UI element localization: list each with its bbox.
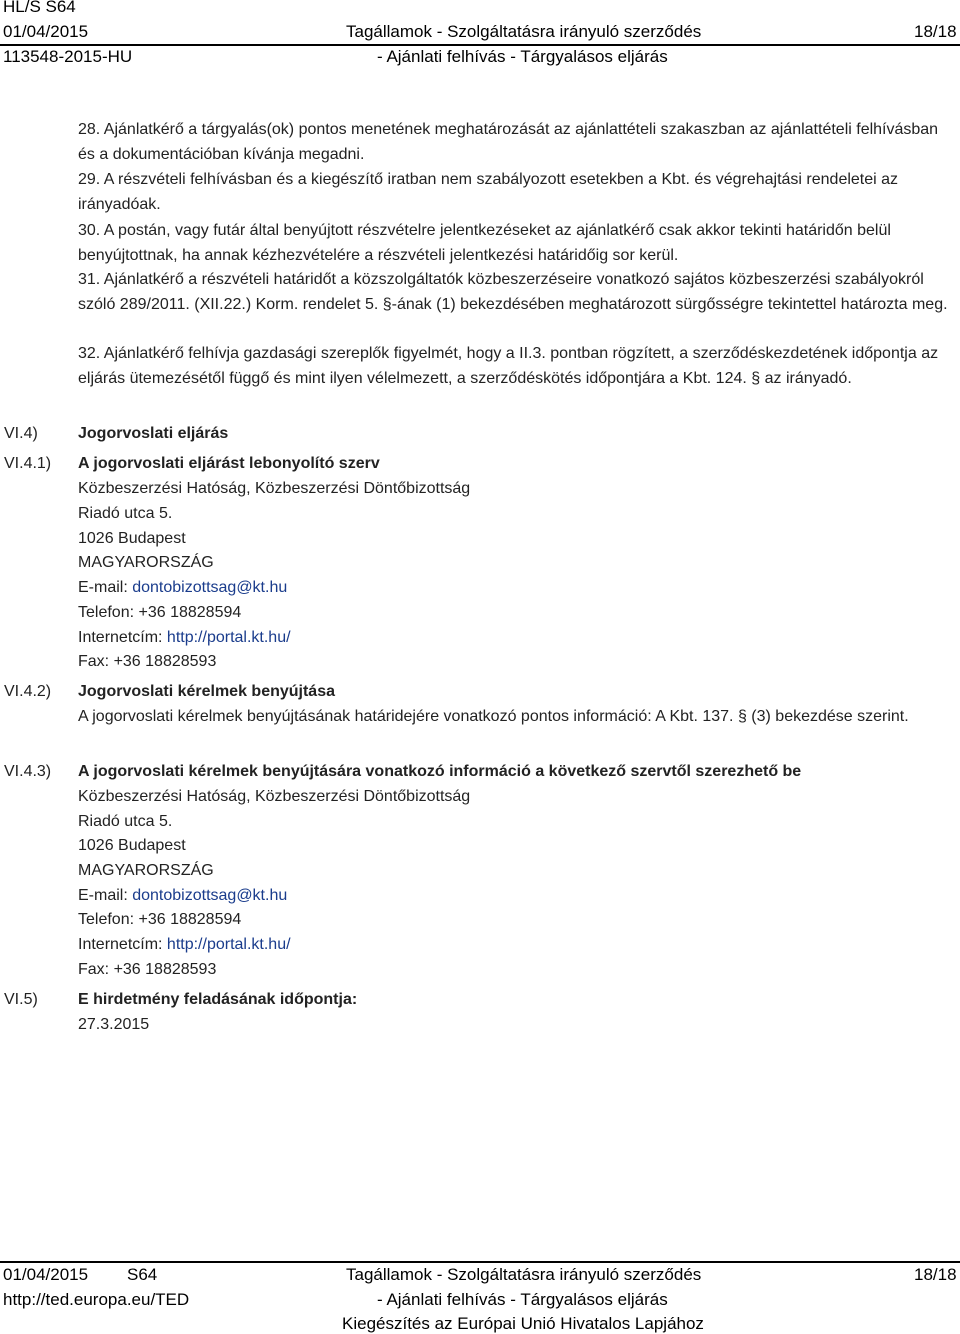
item-30: 30. A postán, vagy futár által benyújtott részvételre jelentkezéseket az ajánlatkérő csak akkor tekinti határidőn belül benyújtottnak, ha annak kézhezvételére a részvételi jelentkezési határidőig sor kerül. bbox=[78, 222, 891, 264]
section-number-vi4: VI.4) bbox=[4, 425, 38, 442]
info-body-fax: Fax: +36 18828593 bbox=[78, 961, 217, 978]
item-31: 31. Ajánlatkérő a részvételi határidőt a közszolgáltatók közbeszerzéseire vonatkozó sajátos közbeszerzési szabályokról szóló 289/2011. (XII.22.) Korm. rendelet 5. §-ának (1) bekezdésében meghatározott sürgősségre tekintettel határozta meg. bbox=[78, 271, 948, 313]
web-label: Internetcím: bbox=[78, 936, 167, 953]
web-link[interactable]: http://portal.kt.hu/ bbox=[166, 936, 291, 953]
section-number-vi43: VI.4.3) bbox=[4, 763, 52, 780]
info-body-street: Riadó utca 5. bbox=[78, 813, 173, 830]
footer-rule bbox=[0, 1261, 960, 1263]
review-body-country: MAGYARORSZÁG bbox=[78, 554, 214, 571]
section-number-vi5: VI.5) bbox=[4, 991, 38, 1008]
email-label: E-mail: bbox=[78, 579, 133, 596]
email-link[interactable]: dontobizottsag@kt.hu bbox=[132, 887, 288, 904]
header-page-number: 18/18 bbox=[914, 22, 957, 41]
footer-supplement: Kiegészítés az Európai Unió Hivatalos Lapjához bbox=[342, 1314, 704, 1333]
section-heading-vi5: E hirdetmény feladásának időpontja: bbox=[78, 991, 358, 1008]
header-date: 01/04/2015 bbox=[3, 22, 89, 41]
web-label: Internetcím: bbox=[78, 629, 167, 646]
footer-title-line1: Tagállamok - Szolgáltatásra irányuló szerződés bbox=[346, 1265, 702, 1284]
info-body-country: MAGYARORSZÁG bbox=[78, 862, 214, 879]
footer-series: S64 bbox=[127, 1265, 158, 1284]
footer-url[interactable]: http://ted.europa.eu/TED bbox=[3, 1290, 190, 1309]
review-body-phone: Telefon: +36 18828594 bbox=[78, 604, 242, 621]
review-body-name: Közbeszerzési Hatóság, Közbeszerzési Döntőbizottság bbox=[78, 480, 471, 497]
notice-number: 113548-2015-HU bbox=[3, 47, 133, 66]
dispatch-date: 27.3.2015 bbox=[78, 1016, 150, 1033]
doc-id: HL/S S64 bbox=[3, 0, 76, 16]
email-label: E-mail: bbox=[78, 887, 133, 904]
review-body-email-row bbox=[78, 576, 287, 601]
section-heading-vi43: A jogorvoslati kérelmek benyújtására vonatkozó információ a következő szervtől szerezhető be bbox=[78, 763, 802, 780]
item-28: 28. Ajánlatkérő a tárgyalás(ok) pontos menetének meghatározását az ajánlattételi szakaszban az ajánlattételi felhívásban és a dokumentációban kívánja megadni. bbox=[78, 121, 939, 163]
section-heading-vi41: A jogorvoslati eljárást lebonyolító szerv bbox=[78, 455, 380, 472]
info-body-web-row bbox=[78, 933, 291, 958]
section-heading-vi4: Jogorvoslati eljárás bbox=[78, 425, 229, 442]
review-body-fax: Fax: +36 18828593 bbox=[78, 653, 217, 670]
footer-date: 01/04/2015 bbox=[3, 1265, 89, 1284]
review-body-city: 1026 Budapest bbox=[78, 530, 186, 547]
header-title-line1: Tagállamok - Szolgáltatásra irányuló szerződés bbox=[346, 22, 702, 41]
section-number-vi42: VI.4.2) bbox=[4, 683, 52, 700]
header-rule bbox=[0, 44, 960, 46]
info-body-phone: Telefon: +36 18828594 bbox=[78, 911, 242, 928]
review-deadline-text: A jogorvoslati kérelmek benyújtásának határidejére vonatkozó pontos információ: A Kbt. 137. § (3) bekezdése szerint. bbox=[78, 708, 909, 725]
header-title-line2: - Ajánlati felhívás - Tárgyalásos eljárás bbox=[377, 47, 668, 66]
footer-title-line2: - Ajánlati felhívás - Tárgyalásos eljárás bbox=[377, 1290, 668, 1309]
item-29: 29. A részvételi felhívásban és a kiegészítő iratban nem szabályozott esetekben a Kbt. és végrehajtási rendeletei az irányadóak. bbox=[78, 171, 899, 213]
footer-page-number: 18/18 bbox=[914, 1265, 957, 1284]
info-body-city: 1026 Budapest bbox=[78, 837, 186, 854]
section-heading-vi42: Jogorvoslati kérelmek benyújtása bbox=[78, 683, 335, 700]
info-body-name: Közbeszerzési Hatóság, Közbeszerzési Döntőbizottság bbox=[78, 788, 471, 805]
section-number-vi41: VI.4.1) bbox=[4, 455, 52, 472]
review-body-web-row bbox=[78, 626, 291, 651]
item-32: 32. Ajánlatkérő felhívja gazdasági szereplők figyelmét, hogy a II.3. pontban rögzített, a szerződéskezdetének időpontja az eljárás ütemezésétől függő és mint ilyen vélelmezett, a szerződéskötés időpontjára a Kbt. 124. § az irányadó. bbox=[78, 345, 939, 387]
info-body-email-row bbox=[78, 884, 287, 909]
email-link[interactable]: dontobizottsag@kt.hu bbox=[132, 579, 288, 596]
review-body-street: Riadó utca 5. bbox=[78, 505, 173, 522]
web-link[interactable]: http://portal.kt.hu/ bbox=[166, 629, 291, 646]
